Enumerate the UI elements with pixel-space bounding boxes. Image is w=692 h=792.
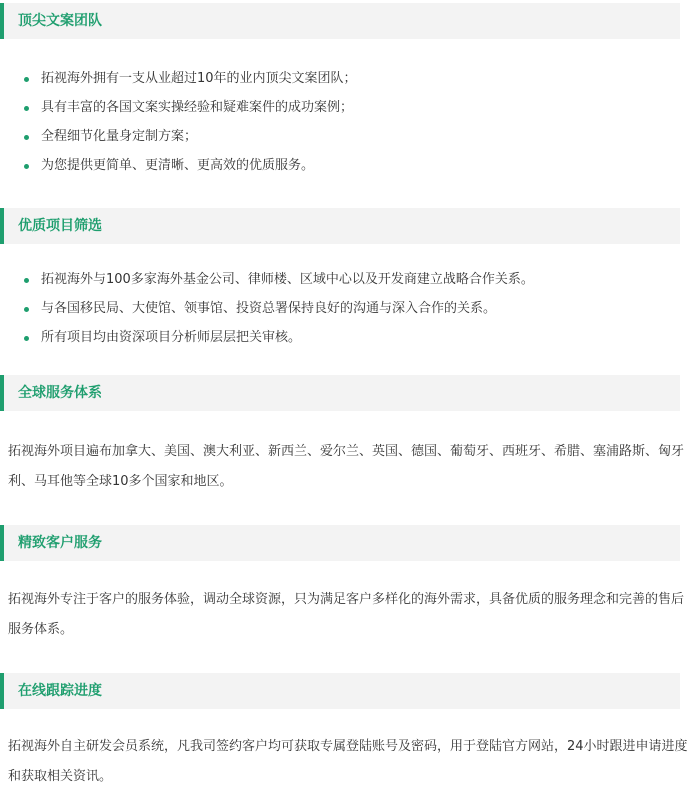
bullet-dot-icon	[24, 77, 29, 82]
list-item: 为您提供更简单、更清晰、更高效的优质服务。	[24, 158, 357, 187]
section-header-customer-service	[0, 525, 680, 561]
list-item: 与各国移民局、大使馆、领事馆、投资总署保持良好的沟通与深入合作的关系。	[24, 301, 534, 330]
section-title: 精致客户服务	[18, 535, 102, 551]
paragraph-online-tracking: 拓视海外自主研发会员系统，凡我司签约客户均可获取专属登陆账号及密码，用于登陆官方网站，24小时跟进申请进度和获取相关资讯。	[8, 739, 688, 784]
bullet-dot-icon	[24, 278, 29, 283]
bullet-dot-icon	[24, 307, 29, 312]
section-title: 优质项目筛选	[18, 218, 102, 234]
paragraph-global-service: 拓视海外项目遍布加拿大、美国、澳大利亚、新西兰、爱尔兰、英国、德国、葡萄牙、西班牙、希腊、塞浦路斯、匈牙利、马耳他等全球10多个国家和地区。	[8, 444, 685, 489]
list-item: 拓视海外拥有一支从业超过10年的业内顶尖文案团队；	[24, 71, 357, 100]
section-header-global-service-system	[0, 375, 680, 411]
section-title: 顶尖文案团队	[18, 13, 102, 29]
section-header-quality-project-screening	[0, 208, 680, 244]
bullet-list-project-screening	[24, 272, 534, 359]
section-header-top-copywriting-team	[0, 3, 680, 39]
bullet-dot-icon	[24, 106, 29, 111]
bullet-dot-icon	[24, 135, 29, 140]
bullet-dot-icon	[24, 336, 29, 341]
section-header-online-progress-tracking	[0, 673, 680, 709]
paragraph-customer-service: 拓视海外专注于客户的服务体验，调动全球资源，只为满足客户多样化的海外需求，具备优质的服务理念和完善的售后服务体系。	[8, 592, 685, 637]
section-title: 在线跟踪进度	[18, 683, 102, 699]
list-item: 具有丰富的各国文案实操经验和疑难案件的成功案例；	[24, 100, 357, 129]
list-item: 拓视海外与100多家海外基金公司、律师楼、区域中心以及开发商建立战略合作关系。	[24, 272, 534, 301]
list-item: 所有项目均由资深项目分析师层层把关审核。	[24, 330, 534, 359]
bullet-list-copywriting-team	[24, 71, 357, 187]
bullet-dot-icon	[24, 164, 29, 169]
section-title: 全球服务体系	[18, 385, 102, 401]
list-item: 全程细节化量身定制方案；	[24, 129, 357, 158]
